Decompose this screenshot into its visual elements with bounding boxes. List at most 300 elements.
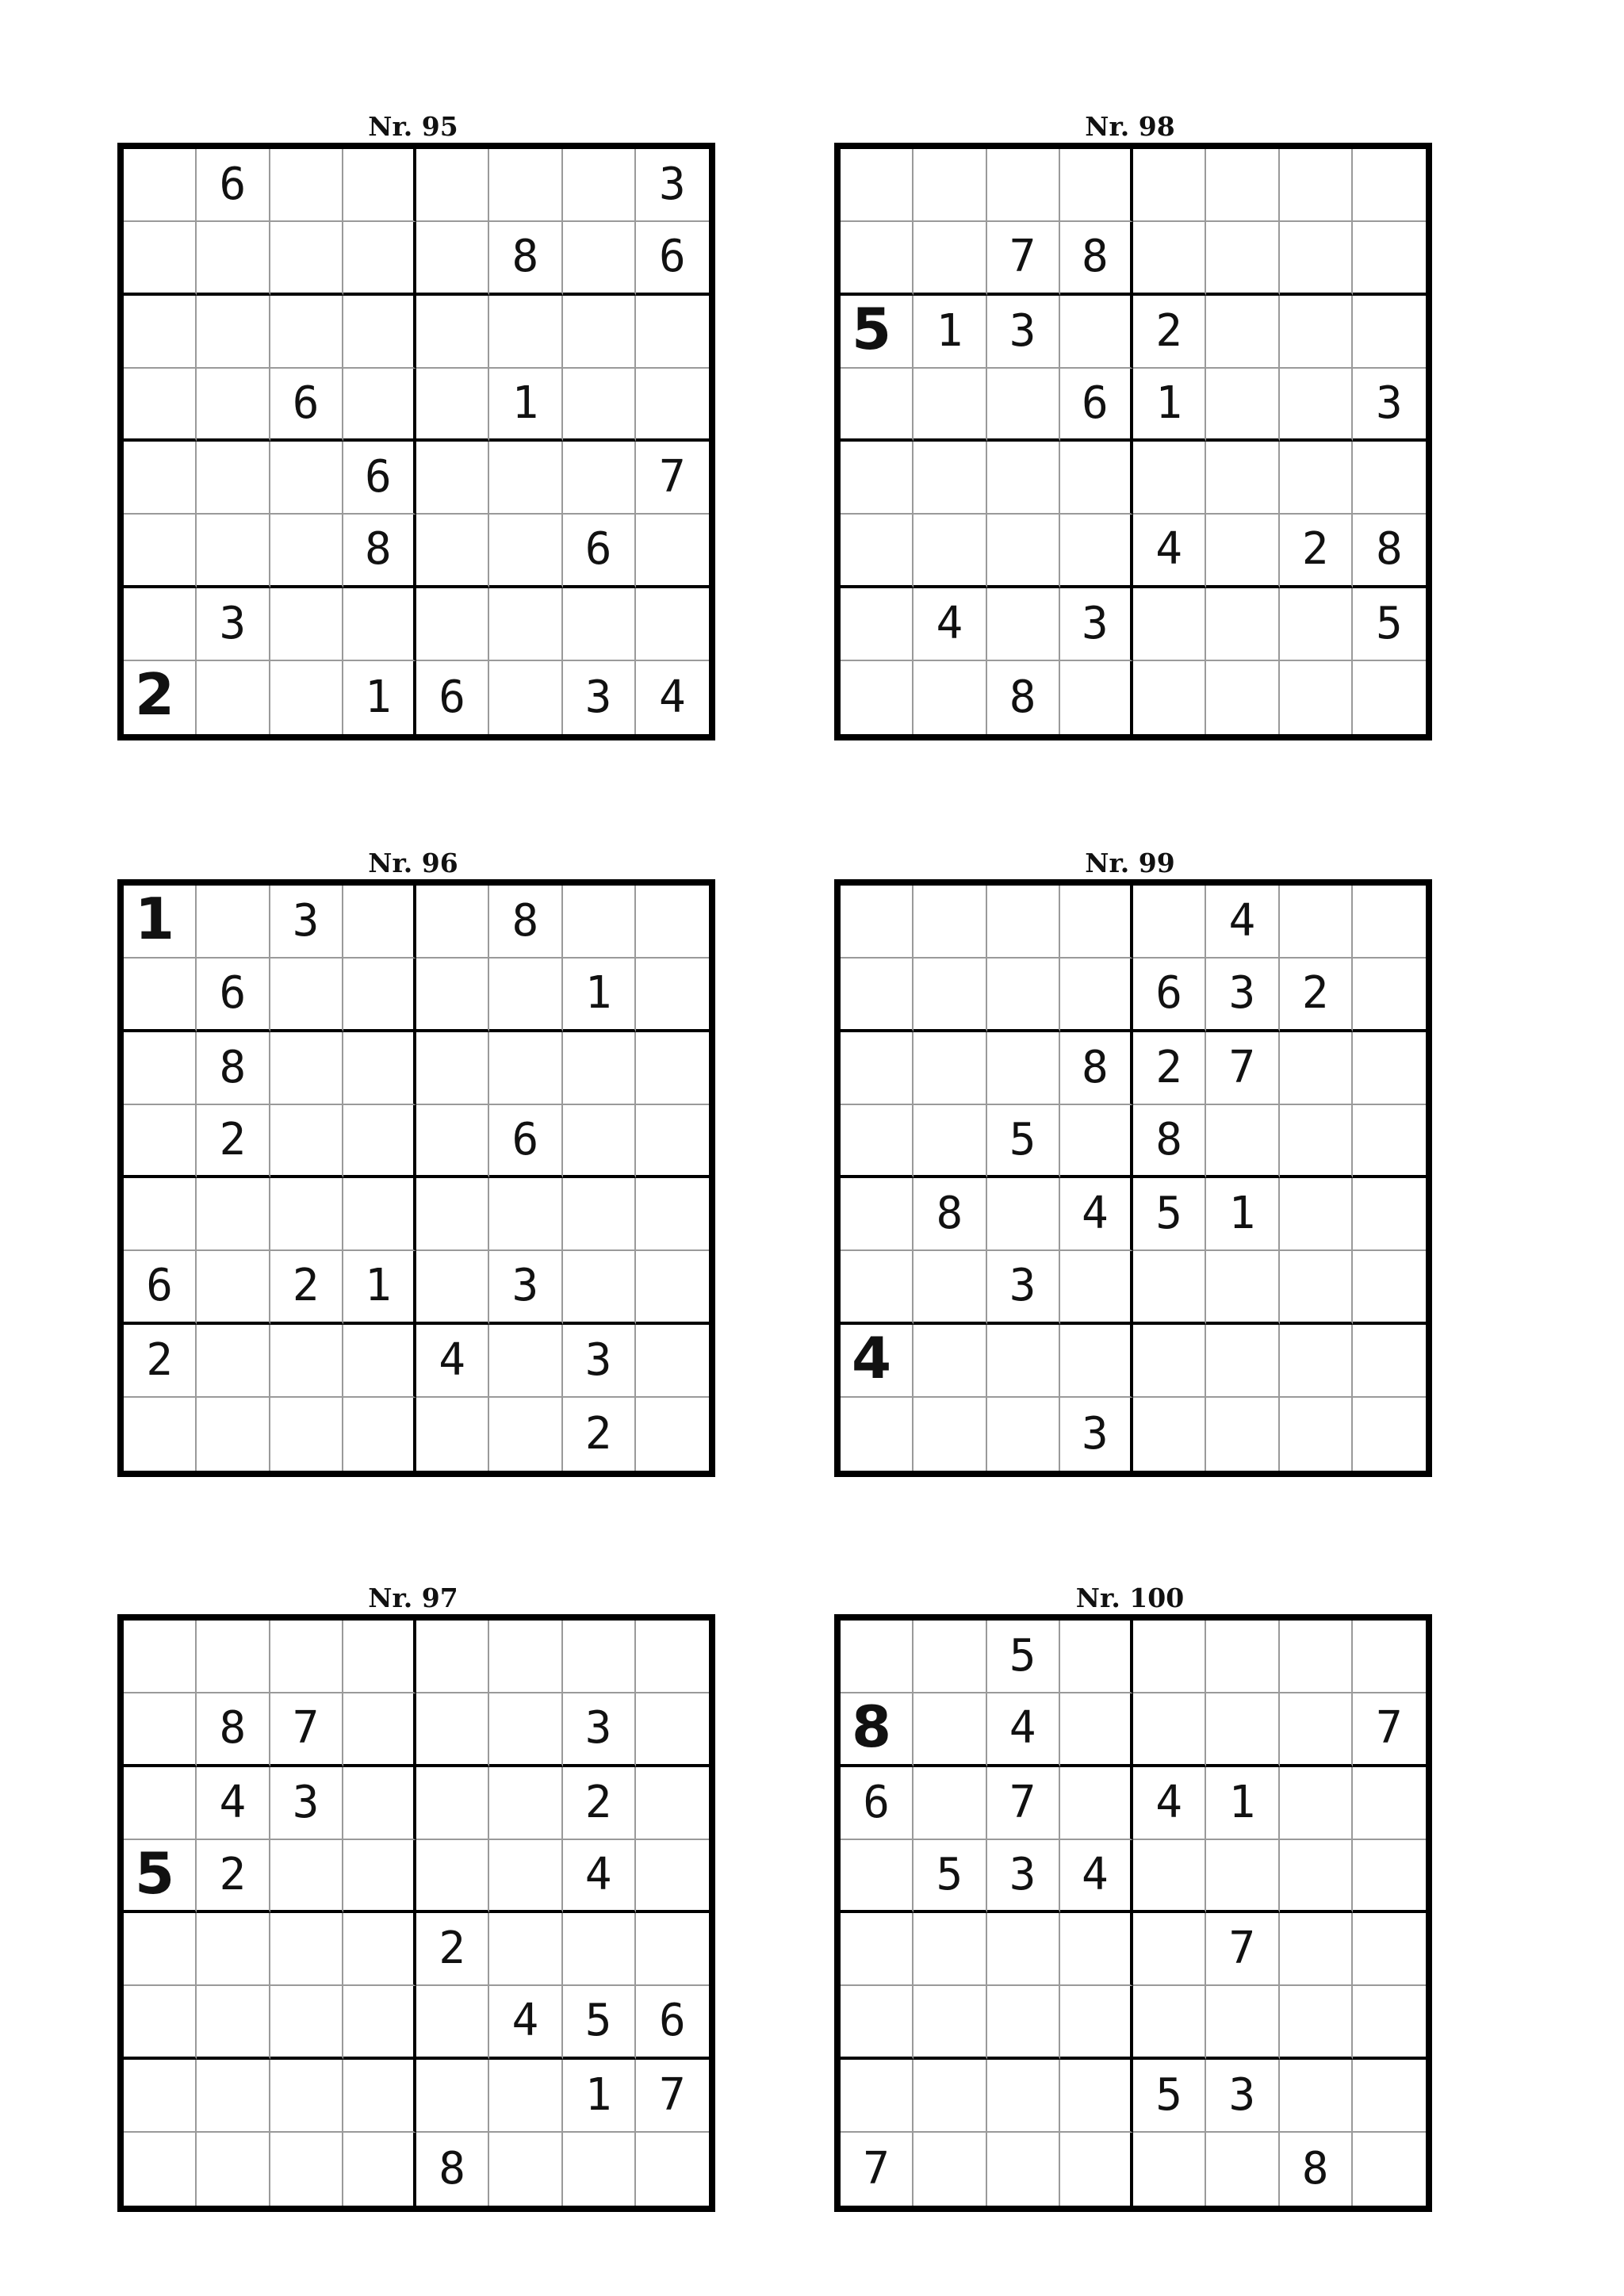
sudoku-cell: 6	[841, 1767, 914, 1840]
sudoku-cell	[197, 369, 270, 442]
sudoku-cell	[636, 1398, 709, 1471]
sudoku-cell: 3	[270, 886, 343, 959]
sudoku-cell	[343, 1913, 416, 1986]
sudoku-cell	[416, 369, 489, 442]
sudoku-cell	[416, 515, 489, 587]
sudoku-cell	[841, 1032, 914, 1105]
sudoku-cell: 4	[1133, 515, 1206, 587]
sudoku-cell	[1133, 149, 1206, 222]
sudoku-cell: 3	[987, 296, 1060, 369]
sudoku-cell	[416, 222, 489, 295]
sudoku-cell	[563, 1178, 636, 1251]
sudoku-cell	[1280, 1913, 1353, 1986]
puzzle-title: Nr. 100	[1075, 1582, 1185, 1613]
sudoku-cell	[1280, 1251, 1353, 1324]
sudoku-cell	[841, 1398, 914, 1471]
sudoku-cell: 2	[1280, 959, 1353, 1031]
sudoku-cell: 2	[197, 1105, 270, 1178]
sudoku-cell	[1060, 1693, 1133, 1766]
sudoku-cell	[1353, 886, 1426, 959]
sudoku-cell: 8	[914, 1178, 986, 1251]
sudoku-cell	[914, 442, 986, 515]
sudoku-cell	[841, 1913, 914, 1986]
sudoku-cell	[197, 2060, 270, 2133]
sudoku-cell	[124, 296, 197, 369]
sudoku-cell: 3	[563, 661, 636, 734]
sudoku-cell	[124, 1032, 197, 1105]
puzzle-title: Nr. 96	[368, 848, 458, 878]
corner-label: 4	[841, 1325, 914, 1398]
sudoku-cell	[416, 1986, 489, 2059]
sudoku-cell: 4	[416, 1325, 489, 1398]
sudoku-cell: 7	[841, 2133, 914, 2206]
sudoku-cell	[1353, 296, 1426, 369]
sudoku-cell: 3	[1060, 1398, 1133, 1471]
sudoku-cell	[416, 1251, 489, 1324]
sudoku-cell: 2	[1133, 296, 1206, 369]
sudoku-cell	[270, 2133, 343, 2206]
sudoku-cell: 5	[987, 1621, 1060, 1693]
sudoku-cell	[1060, 1251, 1133, 1324]
sudoku-cell	[416, 1621, 489, 1693]
sudoku-cell	[270, 1178, 343, 1251]
sudoku-cell: 8	[489, 886, 562, 959]
sudoku-cell	[343, 1840, 416, 1913]
sudoku-cell	[1280, 1105, 1353, 1178]
sudoku-cell	[636, 1693, 709, 1766]
sudoku-cell	[270, 588, 343, 661]
sudoku-cell	[841, 369, 914, 442]
sudoku-cell	[489, 1398, 562, 1471]
sudoku-cell	[1133, 1693, 1206, 1766]
sudoku-cell	[1353, 1767, 1426, 1840]
sudoku-cell: 2	[563, 1767, 636, 1840]
puzzle-title: Nr. 95	[368, 111, 458, 142]
sudoku-cell: 1	[1133, 369, 1206, 442]
sudoku-cell	[270, 296, 343, 369]
sudoku-cell	[914, 515, 986, 587]
sudoku-cell	[1133, 442, 1206, 515]
sudoku-cell	[841, 661, 914, 734]
sudoku-cell	[1060, 1105, 1133, 1178]
sudoku-cell: 8	[1133, 1105, 1206, 1178]
sudoku-cell: 3	[1353, 369, 1426, 442]
sudoku-cell	[416, 1693, 489, 1766]
sudoku-cell	[1280, 588, 1353, 661]
sudoku-cell	[489, 1840, 562, 1913]
sudoku-cell	[1353, 1105, 1426, 1178]
sudoku-cell	[1133, 886, 1206, 959]
sudoku-cell	[1353, 1251, 1426, 1324]
sudoku-cell: 2	[270, 1251, 343, 1324]
sudoku-cell	[416, 1032, 489, 1105]
sudoku-cell	[841, 1251, 914, 1324]
sudoku-cell	[416, 1105, 489, 1178]
sudoku-cell	[197, 661, 270, 734]
sudoku-cell	[841, 222, 914, 295]
sudoku-cell	[636, 1325, 709, 1398]
sudoku-cell	[987, 2133, 1060, 2206]
sudoku-cell	[1206, 296, 1279, 369]
sudoku-cell: 5	[914, 1840, 986, 1913]
sudoku-cell: 6	[636, 1986, 709, 2059]
sudoku-cell	[1206, 515, 1279, 587]
sudoku-cell	[416, 442, 489, 515]
sudoku-cell	[987, 1986, 1060, 2059]
sudoku-cell	[1206, 1621, 1279, 1693]
sudoku-cell: 8	[416, 2133, 489, 2206]
sudoku-cell	[197, 442, 270, 515]
sudoku-cell	[197, 1325, 270, 1398]
sudoku-cell	[1133, 1621, 1206, 1693]
sudoku-cell	[841, 959, 914, 1031]
sudoku-cell	[124, 959, 197, 1031]
sudoku-cell	[563, 1032, 636, 1105]
sudoku-cell	[914, 149, 986, 222]
sudoku-cell: 4	[659, 671, 686, 723]
sudoku-cell	[1353, 149, 1426, 222]
sudoku-cell	[1060, 442, 1133, 515]
sudoku-cell	[124, 1398, 197, 1471]
sudoku-cell	[1133, 1398, 1206, 1471]
sudoku-cell: 8	[987, 661, 1060, 734]
sudoku-cell	[636, 1840, 709, 1913]
sudoku-cell	[1060, 886, 1133, 959]
sudoku-cell	[1133, 1986, 1206, 2059]
sudoku-cell	[563, 2133, 636, 2206]
sudoku-cell: 3	[270, 1767, 343, 1840]
sudoku-cell: 4	[1060, 1840, 1133, 1913]
sudoku-cell	[1206, 369, 1279, 442]
sudoku-cell	[489, 2060, 562, 2133]
corner-label: 5	[841, 296, 914, 369]
sudoku-cell	[489, 1693, 562, 1766]
sudoku-cell: 8	[197, 1693, 270, 1766]
sudoku-cell	[636, 369, 709, 442]
sudoku-cell	[124, 2133, 197, 2206]
sudoku-cell	[416, 149, 489, 222]
sudoku-cell: 4	[1133, 1767, 1206, 1840]
sudoku-cell: 6	[124, 1251, 197, 1324]
sudoku-cell	[636, 588, 709, 661]
sudoku-cell	[270, 1986, 343, 2059]
sudoku-cell	[914, 1913, 986, 1986]
sudoku-cell	[1060, 1913, 1133, 1986]
sudoku-cell	[1060, 1621, 1133, 1693]
sudoku-cell	[841, 1840, 914, 1913]
sudoku-cell	[987, 886, 1060, 959]
sudoku-cell	[636, 1767, 709, 1840]
sudoku-cell	[1280, 1398, 1353, 1471]
sudoku-cell	[1133, 1251, 1206, 1324]
sudoku-cell	[343, 959, 416, 1031]
sudoku-cell	[489, 959, 562, 1031]
sudoku-cell	[1353, 1398, 1426, 1471]
sudoku-cell	[1280, 1621, 1353, 1693]
sudoku-cell: 2	[124, 1325, 197, 1398]
sudoku-cell: 8	[197, 1032, 270, 1105]
sudoku-cell	[197, 2133, 270, 2206]
sudoku-cell: 3	[987, 1251, 1060, 1324]
sudoku-cell	[987, 1398, 1060, 1471]
sudoku-cell	[270, 149, 343, 222]
sudoku-cell	[914, 1621, 986, 1693]
sudoku-cell	[343, 1767, 416, 1840]
sudoku-cell	[124, 1986, 197, 2059]
sudoku-cell: 5	[563, 1986, 636, 2059]
sudoku-cell	[987, 1178, 1060, 1251]
sudoku-cell	[270, 661, 343, 734]
corner-label: 5	[124, 1840, 197, 1913]
sudoku-cell	[914, 661, 986, 734]
sudoku-cell	[489, 588, 562, 661]
sudoku-grid	[834, 143, 1432, 740]
sudoku-cell	[197, 515, 270, 587]
sudoku-cell	[343, 296, 416, 369]
sudoku-cell: 4	[489, 1986, 562, 2059]
sudoku-cell	[841, 1178, 914, 1251]
sudoku-cell	[197, 1621, 270, 1693]
sudoku-cell: 1	[343, 1251, 416, 1324]
sudoku-cell	[563, 222, 636, 295]
sudoku-cell	[1280, 369, 1353, 442]
sudoku-cell: 4	[1206, 886, 1279, 959]
sudoku-cell	[270, 1032, 343, 1105]
sudoku-cell	[1060, 1325, 1133, 1398]
sudoku-cell	[343, 588, 416, 661]
sudoku-cell	[343, 2060, 416, 2133]
sudoku-cell	[1353, 1913, 1426, 1986]
sudoku-cell	[1353, 442, 1426, 515]
sudoku-cell	[124, 1693, 197, 1766]
sudoku-cell	[1353, 1178, 1426, 1251]
sudoku-cell: 6	[1133, 959, 1206, 1031]
sudoku-cell	[841, 149, 914, 222]
sudoku-cell	[1353, 2060, 1426, 2133]
sudoku-cell	[1280, 222, 1353, 295]
sudoku-cell	[1206, 588, 1279, 661]
sudoku-cell	[1060, 296, 1133, 369]
sudoku-cell	[914, 959, 986, 1031]
sudoku-cell	[563, 442, 636, 515]
sudoku-cell	[636, 296, 709, 369]
sudoku-cell	[914, 222, 986, 295]
sudoku-cell	[343, 886, 416, 959]
sudoku-cell	[1133, 2133, 1206, 2206]
sudoku-cell	[1206, 1986, 1279, 2059]
sudoku-cell	[1206, 1251, 1279, 1324]
sudoku-cell	[914, 1032, 986, 1105]
sudoku-cell	[270, 1325, 343, 1398]
sudoku-cell: 7	[987, 1767, 1060, 1840]
sudoku-cell	[270, 1621, 343, 1693]
sudoku-cell	[1133, 1840, 1206, 1913]
sudoku-cell	[1353, 959, 1426, 1031]
sudoku-cell	[987, 959, 1060, 1031]
sudoku-cell	[124, 1913, 197, 1986]
sudoku-cell: 6	[197, 959, 270, 1031]
sudoku-cell	[1280, 886, 1353, 959]
sudoku-cell	[124, 222, 197, 295]
sudoku-cell: 7	[270, 1693, 343, 1766]
sudoku-cell	[914, 2060, 986, 2133]
sudoku-cell	[987, 1032, 1060, 1105]
sudoku-cell	[1206, 1325, 1279, 1398]
sudoku-cell: 6	[636, 222, 709, 295]
sudoku-cell	[841, 588, 914, 661]
sudoku-cell: 7	[636, 2060, 709, 2133]
sudoku-cell	[489, 2133, 562, 2206]
sudoku-cell	[343, 1325, 416, 1398]
corner-label: 2	[124, 661, 197, 734]
sudoku-cell: 4	[1060, 1178, 1133, 1251]
sudoku-grid	[117, 1614, 715, 2212]
sudoku-cell	[343, 2133, 416, 2206]
sudoku-cell	[636, 1032, 709, 1105]
sudoku-cell	[914, 1251, 986, 1324]
sudoku-cell	[1133, 588, 1206, 661]
sudoku-cell	[124, 369, 197, 442]
sudoku-cell	[1206, 1840, 1279, 1913]
sudoku-cell	[987, 369, 1060, 442]
sudoku-cell	[1060, 661, 1133, 734]
sudoku-cell	[197, 296, 270, 369]
sudoku-cell	[343, 222, 416, 295]
sudoku-cell	[124, 149, 197, 222]
sudoku-cell: 1	[563, 959, 636, 1031]
sudoku-cell	[563, 369, 636, 442]
sudoku-cell	[416, 296, 489, 369]
sudoku-cell	[1280, 1840, 1353, 1913]
sudoku-cell	[636, 2133, 709, 2206]
sudoku-cell	[416, 1178, 489, 1251]
sudoku-cell	[197, 222, 270, 295]
sudoku-grid	[117, 879, 715, 1477]
sudoku-cell	[1353, 1621, 1426, 1693]
sudoku-grid	[117, 143, 715, 740]
sudoku-cell	[343, 149, 416, 222]
sudoku-cell	[197, 1398, 270, 1471]
sudoku-cell	[343, 1032, 416, 1105]
sudoku-cell	[416, 886, 489, 959]
sudoku-cell	[270, 1840, 343, 1913]
sudoku-cell	[489, 442, 562, 515]
sudoku-cell	[1206, 442, 1279, 515]
sudoku-cell	[636, 1913, 709, 1986]
sudoku-cell: 2	[563, 1398, 636, 1471]
sudoku-cell: 6	[270, 369, 343, 442]
sudoku-cell	[914, 886, 986, 959]
sudoku-cell: 6	[197, 149, 270, 222]
sudoku-cell	[1060, 515, 1133, 587]
sudoku-cell	[489, 1913, 562, 1986]
puzzle-title: Nr. 99	[1085, 848, 1175, 878]
sudoku-cell: 1	[1206, 1767, 1279, 1840]
sudoku-cell	[1280, 1032, 1353, 1105]
sudoku-cell: 1	[563, 2060, 636, 2133]
sudoku-cell	[1280, 1693, 1353, 1766]
sudoku-cell	[270, 1105, 343, 1178]
sudoku-cell	[636, 515, 709, 587]
sudoku-cell: 8	[1280, 2133, 1353, 2206]
sudoku-cell: 8	[343, 515, 416, 587]
sudoku-cell	[197, 1251, 270, 1324]
sudoku-cell	[343, 1621, 416, 1693]
sudoku-cell: 1	[914, 296, 986, 369]
puzzle-title: Nr. 98	[1085, 111, 1175, 142]
sudoku-cell	[197, 1986, 270, 2059]
corner-label: 1	[124, 886, 197, 959]
sudoku-cell: 1	[1206, 1178, 1279, 1251]
sudoku-cell	[841, 2060, 914, 2133]
sudoku-cell	[987, 442, 1060, 515]
sudoku-cell	[197, 886, 270, 959]
sudoku-cell: 6	[489, 1105, 562, 1178]
sudoku-cell	[416, 588, 489, 661]
sudoku-cell	[636, 1178, 709, 1251]
sudoku-cell: 3	[489, 1251, 562, 1324]
sudoku-cell	[1280, 296, 1353, 369]
sudoku-cell	[416, 1767, 489, 1840]
sudoku-cell	[270, 222, 343, 295]
sudoku-cell	[1353, 2133, 1426, 2206]
sudoku-cell	[987, 1913, 1060, 1986]
sudoku-cell	[1353, 1986, 1426, 2059]
sudoku-cell	[124, 442, 197, 515]
sudoku-cell	[1133, 1913, 1206, 1986]
sudoku-cell	[563, 1913, 636, 1986]
sudoku-cell	[563, 886, 636, 959]
sudoku-cell: 3	[197, 588, 270, 661]
sudoku-cell	[563, 296, 636, 369]
sudoku-cell: 4	[563, 1840, 636, 1913]
sudoku-cell	[1206, 1105, 1279, 1178]
sudoku-cell	[270, 1913, 343, 1986]
sudoku-cell	[1280, 149, 1353, 222]
sudoku-cell	[1353, 1325, 1426, 1398]
sudoku-cell: 5	[1133, 1178, 1206, 1251]
sudoku-cell	[563, 1621, 636, 1693]
sudoku-cell	[489, 296, 562, 369]
sudoku-cell	[416, 959, 489, 1031]
sudoku-cell: 4	[914, 588, 986, 661]
sudoku-cell	[1353, 661, 1426, 734]
sudoku-cell	[343, 1693, 416, 1766]
sudoku-cell: 8	[1060, 222, 1133, 295]
sudoku-cell: 6	[563, 515, 636, 587]
sudoku-cell	[1206, 1693, 1279, 1766]
sudoku-cell	[914, 1693, 986, 1766]
sudoku-cell	[841, 1105, 914, 1178]
sudoku-cell	[489, 661, 562, 734]
sudoku-cell	[270, 2060, 343, 2133]
sudoku-cell	[914, 369, 986, 442]
sudoku-cell: 2	[1133, 1032, 1206, 1105]
sudoku-cell	[1206, 1398, 1279, 1471]
sudoku-cell	[489, 1621, 562, 1693]
sudoku-cell: 7	[1206, 1032, 1279, 1105]
sudoku-cell	[124, 515, 197, 587]
sudoku-cell	[636, 1621, 709, 1693]
sudoku-cell: 5	[987, 1105, 1060, 1178]
sudoku-cell: 6	[1060, 369, 1133, 442]
sudoku-cell	[841, 1986, 914, 2059]
sudoku-cell	[489, 1032, 562, 1105]
sudoku-cell	[416, 1398, 489, 1471]
sudoku-cell	[1280, 2060, 1353, 2133]
corner-label: 8	[841, 1693, 914, 1766]
sudoku-cell	[563, 1105, 636, 1178]
